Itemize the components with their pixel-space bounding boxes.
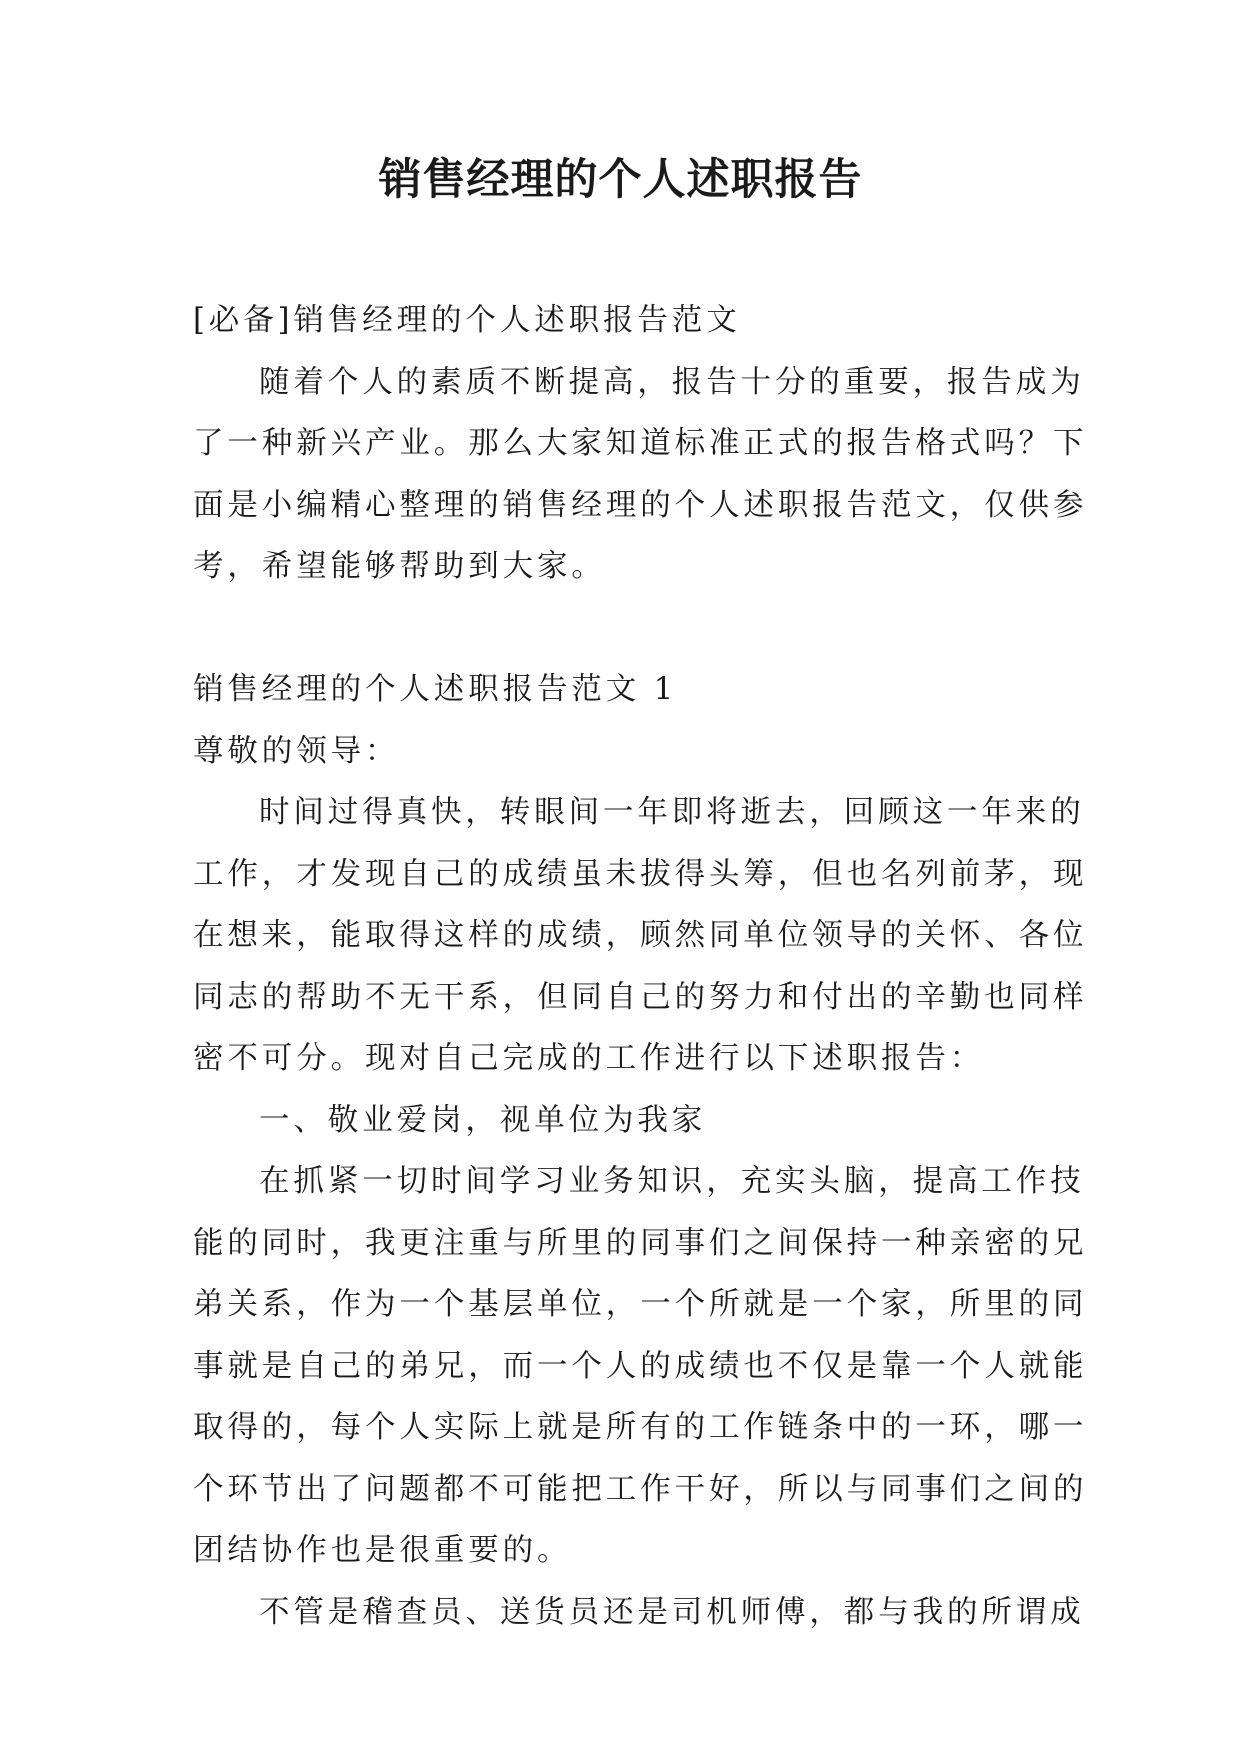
text-line: 密不可分。现对自己完成的工作进行以下述职报告：	[193, 1041, 985, 1076]
text-line: 尊敬的领导：	[193, 733, 400, 769]
text-line: 个环节出了问题都不可能把工作干好，所以与同事们之间的	[193, 1471, 1088, 1507]
text-line: 工作，才发现自己的成绩虽未拔得头筹，但也名列前茅，现	[193, 856, 1088, 892]
text-line: 面是小编精心整理的销售经理的个人述职报告范文，仅供参	[193, 487, 1088, 523]
text-line: 弟关系，作为一个基层单位，一个所就是一个家，所里的同	[193, 1287, 1088, 1322]
text-line: 能的同时，我更注重与所里的同事们之间保持一种亲密的兄	[193, 1225, 1088, 1261]
document-body	[193, 290, 1088, 1643]
text-line: 不管是稽查员、送货员还是司机师傅，都与我的所谓成	[259, 1594, 1085, 1630]
text-line: 团结协作也是很重要的。	[193, 1533, 572, 1568]
text-line: 取得的，每个人实际上就是所有的工作链条中的一环，哪一	[193, 1410, 1088, 1445]
text-line: 随着个人的素质不断提高，报告十分的重要，报告成为	[259, 364, 1085, 400]
text-line: 在抓紧一切时间学习业务知识，充实头脑，提高工作技	[259, 1164, 1085, 1199]
text-line: 在想来，能取得这样的成绩，顾然同单位领导的关怀、各位	[193, 918, 1088, 953]
text-line: [必备]销售经理的个人述职报告范文	[193, 303, 741, 338]
text-line: 时间过得真快，转眼间一年即将逝去，回顾这一年来的	[259, 795, 1085, 830]
blank-line	[193, 598, 1053, 660]
text-line: 一、敬业爱岗，视单位为我家	[259, 1102, 707, 1138]
text-line: 了一种新兴产业。那么大家知道标准正式的报告格式吗？下	[193, 426, 1088, 461]
text-line: 销售经理的个人述职报告范文 1	[193, 672, 678, 707]
text-line: 同志的帮助不无干系，但同自己的努力和付出的辛勤也同样	[193, 979, 1088, 1015]
text-line: 事就是自己的弟兄，而一个人的成绩也不仅是靠一个人就能	[193, 1348, 1088, 1384]
text-line: 考，希望能够帮助到大家。	[193, 549, 606, 584]
document-title: 销售经理的个人述职报告	[378, 155, 863, 205]
